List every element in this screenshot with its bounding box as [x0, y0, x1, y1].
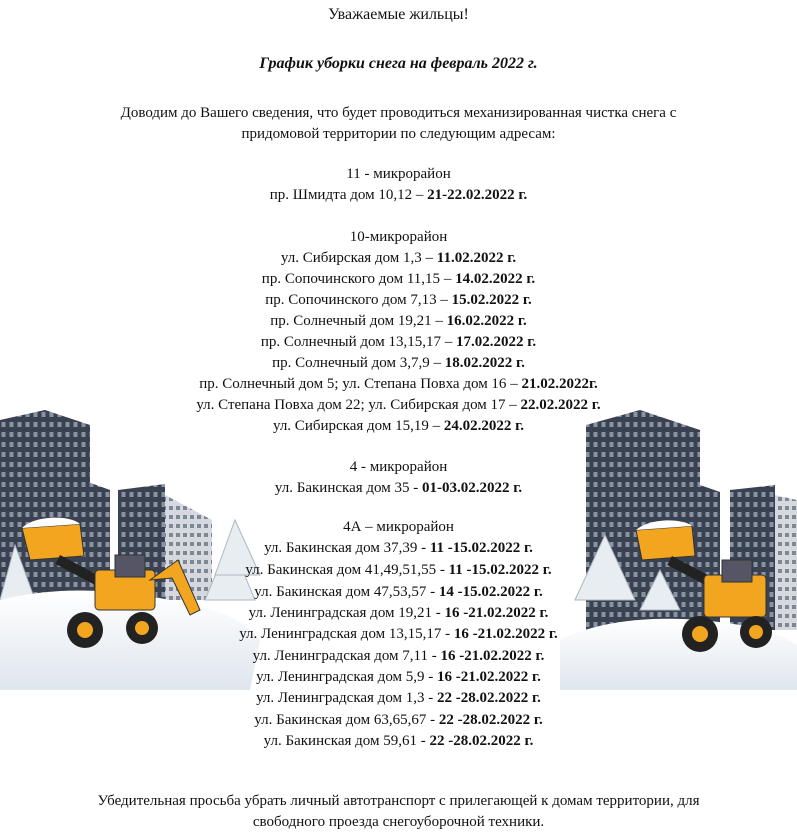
section-heading: 11 - микрорайон [346, 166, 451, 182]
section-heading: 4А – микрорайон [343, 519, 454, 535]
schedule-item: пр. Сопочинского дом 7,13 – 15.02.2022 г. [265, 292, 532, 308]
section-heading: 4 - микрорайон [349, 459, 448, 475]
schedule-item: пр. Солнечный дом 19,21 – 16.02.2022 г. [270, 313, 527, 329]
schedule-item: пр. Солнечный дом 5; ул. Степана Повха дом 16 – 21.02.2022г. [199, 376, 598, 392]
greeting: Уважаемые жильцы! [328, 6, 469, 23]
footer-line-1: Убедительная просьба убрать личный автотранспорт с прилегающей к домам территории, для [97, 793, 700, 809]
footer-line-2: свободного проезда снегоуборочной техники. [252, 814, 545, 830]
schedule-item: ул. Степана Повха дом 22; ул. Сибирская дом 17 – 22.02.2022 г. [196, 397, 601, 413]
schedule-item: ул. Бакинская дом 59,61 - 22 -28.02.2022 г. [263, 733, 534, 749]
schedule-item: пр. Сопочинского дом 11,15 – 14.02.2022 г. [261, 271, 536, 287]
schedule-item: ул. Ленинградская дом 19,21 - 16 -21.02.2022 г. [248, 605, 549, 621]
schedule-item: пр. Солнечный дом 13,15,17 – 17.02.2022 г. [260, 334, 537, 350]
schedule-item: ул. Ленинградская дом 1,3 - 22 -28.02.2022 г. [256, 690, 541, 706]
section-heading: 10-микрорайон [349, 229, 448, 245]
schedule-item: ул. Бакинская дом 37,39 - 11 -15.02.2022 г. [264, 540, 533, 556]
schedule-item: пр. Шмидта дом 10,12 – 21-22.02.2022 г. [269, 187, 528, 203]
schedule-item: ул. Бакинская дом 35 - 01-03.02.2022 г. [274, 480, 523, 496]
intro-line-1: Доводим до Вашего сведения, что будет проводиться механизированная чистка снега с [120, 105, 677, 121]
schedule-item: ул. Ленинградская дом 5,9 - 16 -21.02.2022 г. [256, 669, 541, 685]
schedule-item: пр. Солнечный дом 3,7,9 – 18.02.2022 г. [272, 355, 525, 371]
intro-line-2: придомовой территории по следующим адресам: [241, 126, 556, 142]
schedule-item: ул. Бакинская дом 47,53,57 - 14 -15.02.2022 г. [254, 584, 543, 600]
schedule-item: ул. Ленинградская дом 13,15,17 - 16 -21.02.2022 г. [239, 626, 558, 642]
schedule-item: ул. Бакинская дом 63,65,67 - 22 -28.02.2022 г. [254, 712, 543, 728]
schedule-item: ул. Сибирская дом 1,3 – 11.02.2022 г. [280, 250, 517, 266]
schedule-item: ул. Сибирская дом 15,19 – 24.02.2022 г. [272, 418, 524, 434]
schedule-item: ул. Бакинская дом 41,49,51,55 - 11 -15.02.2022 г. [245, 562, 552, 578]
schedule-item: ул. Ленинградская дом 7,11 - 16 -21.02.2022 г. [252, 648, 545, 664]
document-title: График уборки снега на февраль 2022 г. [259, 55, 538, 72]
